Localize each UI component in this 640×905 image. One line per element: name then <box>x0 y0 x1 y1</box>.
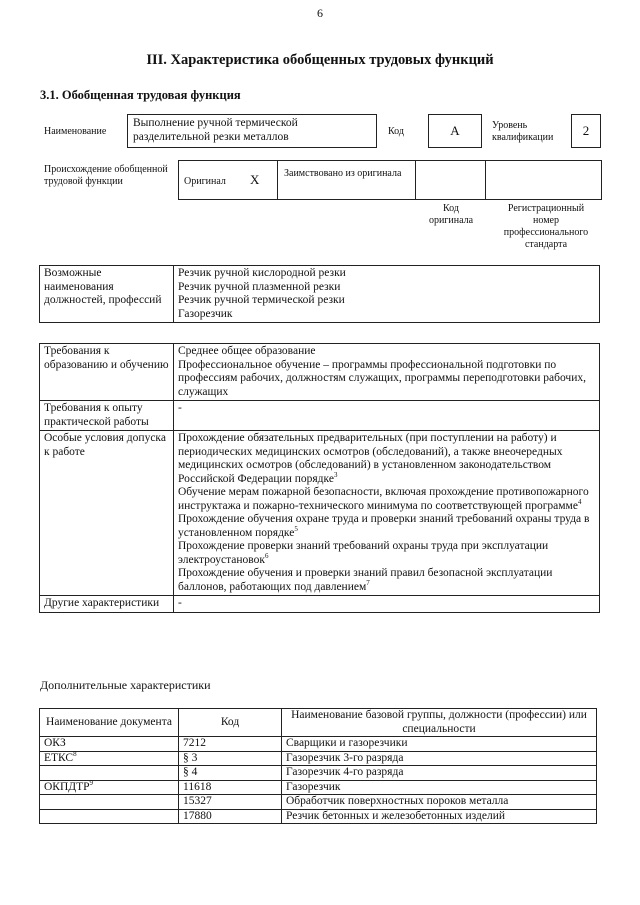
special-value <box>174 431 600 596</box>
experience-label: Требования к опыту практической работы <box>40 401 174 431</box>
code-cell: 11618 <box>179 780 282 795</box>
education-label: Требования к образованию и обучению <box>40 344 174 401</box>
table-row <box>40 780 597 795</box>
code-cell: 7212 <box>179 737 282 752</box>
code-cell: § 4 <box>179 766 282 781</box>
name-cell: Газорезчик 3-го разряда <box>282 751 597 766</box>
doc-cell: ЕТКС <box>44 751 74 764</box>
other-value: - <box>174 596 600 613</box>
table-row <box>40 737 597 752</box>
code-cell: § 3 <box>179 751 282 766</box>
name-label: Наименование <box>44 126 107 137</box>
code-label: Код <box>388 126 404 137</box>
col-code-header: Код <box>179 709 282 737</box>
position-item: Резчик ручной плазменной резки <box>178 280 341 293</box>
table-row <box>40 751 597 766</box>
position-item: Резчик ручной термической резки <box>178 294 345 306</box>
name-value: Выполнение ручной термической разделительной резки металлов <box>127 114 377 148</box>
original-mark: X <box>250 172 260 187</box>
additional-title: Дополнительные характеристики <box>40 678 211 692</box>
education-value <box>174 344 600 401</box>
name-cell: Газорезчик 4-го разряда <box>282 766 597 781</box>
footnote-ref: 3 <box>333 470 338 479</box>
col-name-header: Наименование базовой группы, должности (профессии) или специальности <box>282 709 597 737</box>
positions-label: Возможные наименования должностей, профессий <box>40 266 174 323</box>
footnote-ref: 7 <box>366 578 370 587</box>
special-item: Прохождение проверки знаний требований охраны труда при эксплуатации электроустановок$^6$ <box>178 540 549 566</box>
position-item: Газорезчик <box>178 307 233 320</box>
col-doc-header: Наименование документа <box>40 709 179 737</box>
special-item: Прохождение обязательных предварительных (при поступлении на работу) и периодических медицинских осмотров (обследований), а также внеочередных медицинских осмотров (обследований) в установленном законодательством Российской Федерации порядке$^3$ <box>178 432 563 485</box>
other-label: Другие характеристики <box>40 596 174 613</box>
special-item: Прохождение обучения и проверки знаний правил безопасной эксплуатации баллонов, работающих под давлением$^7$ <box>178 567 553 593</box>
table-row <box>40 766 597 781</box>
original-label: Оригинал <box>184 176 226 187</box>
footnote-ref: 4 <box>577 497 582 506</box>
code-original-caption: Код оригинала <box>428 203 474 226</box>
origin-divider <box>485 160 486 200</box>
education-line: Профессиональное обучение – программы профессиональной подготовки по профессиям рабочих, должностям служащих, программы переподготовки рабочих, служащих <box>178 358 586 398</box>
position-item: Резчик ручной кислородной резки <box>178 267 346 279</box>
level-label: Уровень квалификации <box>492 120 554 143</box>
footnote-ref: 9 <box>89 778 94 787</box>
footnote-ref: 8 <box>73 749 77 758</box>
education-line: Среднее общее образование <box>178 345 316 357</box>
code-cell: 15327 <box>179 795 282 810</box>
footnote-ref: 5 <box>294 524 298 533</box>
origin-divider <box>277 160 278 200</box>
footnote-ref: 6 <box>264 551 269 560</box>
borrowed-label: Заимствовано из оригинала <box>284 168 402 179</box>
special-item: Обучение мерам пожарной безопасности, включая прохождение противопожарного инструктажа и пожарно-технического минимума по соответствующей программе$^4$ <box>178 486 589 512</box>
doc-cell: ОКЗ <box>44 737 66 749</box>
name-cell: Газорезчик <box>282 780 597 795</box>
page-number: 6 <box>317 6 323 20</box>
name-cell: Обработчик поверхностных пороков металла <box>282 795 597 810</box>
special-item: Прохождение обучения охране труда и проверки знаний требований охраны труда в установленном порядке$^5$ <box>178 513 590 539</box>
code-cell: 17880 <box>179 809 282 824</box>
name-cell: Сварщики и газорезчики <box>282 737 597 752</box>
subsection-title: 3.1. Обобщенная трудовая функция <box>40 88 241 102</box>
doc-cell: ОКПДТР <box>44 780 90 793</box>
table-row <box>40 795 597 810</box>
level-value: 2 <box>571 114 601 148</box>
origin-label: Происхождение обобщенной трудовой функции <box>44 164 168 187</box>
positions-list <box>174 266 600 323</box>
section-title: III. Характеристика обобщенных трудовых функций <box>146 52 494 68</box>
experience-value: - <box>174 401 600 431</box>
name-cell: Резчик бетонных и железобетонных изделий <box>282 809 597 824</box>
table-row <box>40 809 597 824</box>
origin-box <box>178 160 602 200</box>
origin-divider <box>415 160 416 200</box>
special-label: Особые условия допуска к работе <box>40 431 174 596</box>
reg-number-caption: Регистрационный номер профессионального стандарта <box>503 203 589 250</box>
code-value: A <box>428 114 482 148</box>
